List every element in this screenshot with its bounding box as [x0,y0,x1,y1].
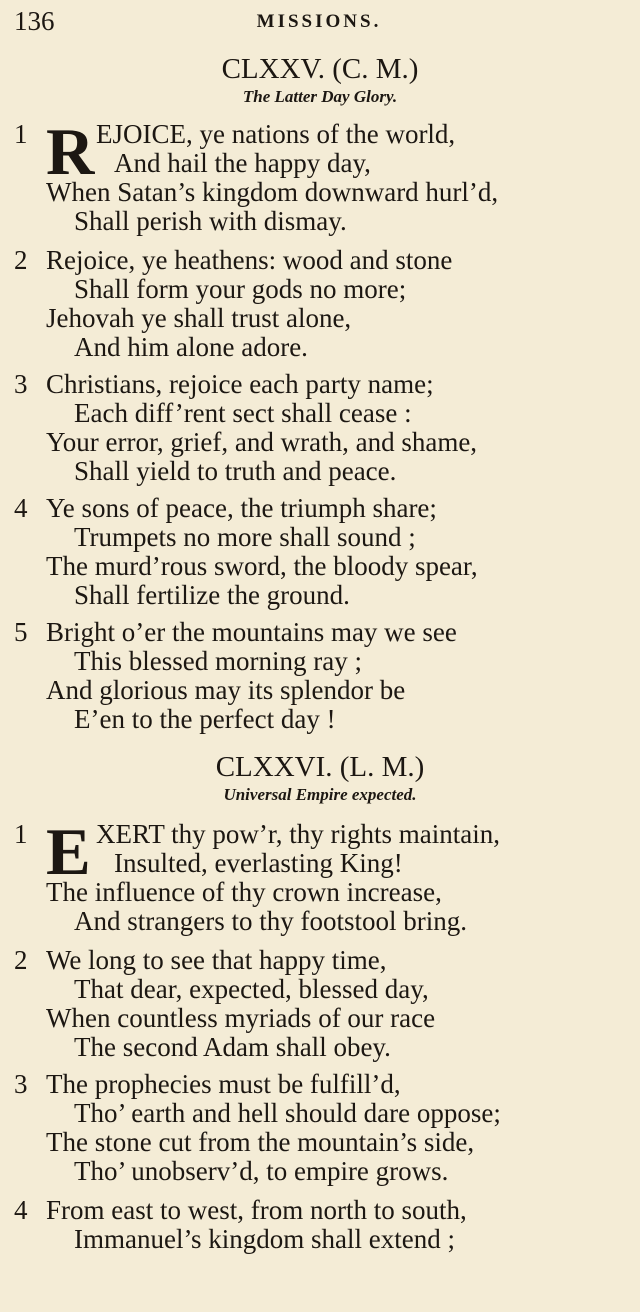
verse-line: And hail the happy day, [114,148,371,178]
stanza [0,494,640,610]
verse-line: When countless myriads of our race [46,1003,436,1033]
verse-number: 1 [14,819,28,849]
verse-line: And him alone adore. [74,332,308,362]
verse-line: And glorious may its splendor be [46,675,406,705]
stanza [0,815,640,936]
stanza [0,946,640,1062]
verse-number: 4 [14,493,28,523]
stanza [0,370,640,486]
verse-number: 4 [14,1195,28,1225]
verse-number: 2 [14,245,28,275]
verse-line: This blessed morning ray ; [74,646,362,676]
verse-line: Immanuel’s kingdom shall extend ; [74,1224,455,1254]
verse-line: From east to west, from north to south, [46,1195,467,1225]
verse-line: Shall fertilize the ground. [74,580,350,610]
verse-line: Shall yield to truth and peace. [74,456,397,486]
verse-line: EJOICE, ye nations of the world, [96,119,456,149]
verse-line: That dear, expected, blessed day, [74,974,429,1004]
hymn-subtitle: The Latter Day Glory. [242,87,398,106]
verse-line: Each diff’rent sect shall cease : [74,398,412,428]
verse-line: The prophecies must be fulfill’d, [46,1069,401,1099]
page-number: 136 [14,6,55,36]
verse-number: 1 [14,119,28,149]
verse-line: Tho’ earth and hell should dare oppose; [74,1098,501,1128]
hymn-number: CLXXV. (C. M.) [221,53,419,85]
verse-line: Shall form your gods no more; [74,274,407,304]
verse-line: The influence of thy crown increase, [46,877,442,907]
stanza [0,1070,640,1186]
verse-line: The second Adam shall obey. [74,1032,391,1062]
verse-number: 3 [14,1069,28,1099]
stanza [0,618,640,734]
verse-number: 5 [14,617,28,647]
hymn-subtitle: Universal Empire expected. [223,785,417,804]
verse-line: Trumpets no more shall sound ; [74,522,416,552]
running-head [14,4,624,38]
verse-line: And strangers to thy footstool bring. [74,906,467,936]
verse-line: Rejoice, ye heathens: wood and stone [46,245,453,275]
verse-line: Christians, rejoice each party name; [46,369,434,399]
stanza [0,115,640,236]
verse-line: Shall perish with dismay. [74,206,347,236]
verse-line: The stone cut from the mountain’s side, [46,1127,475,1157]
stanza [0,246,640,362]
verse-line: E’en to the perfect day ! [74,704,336,734]
verse-line: When Satan’s kingdom downward hurl’d, [46,177,499,207]
hymn-heading [0,750,640,806]
verse-number: 3 [14,369,28,399]
verse-number: 2 [14,945,28,975]
running-title: MISSIONS. [256,11,382,32]
verse-line: Insulted, everlasting King! [114,848,403,878]
stanza [0,1196,640,1254]
drop-cap: R [46,115,95,189]
verse-line: Your error, grief, and wrath, and shame, [46,427,478,457]
verse-line: The murd’rous sword, the bloody spear, [46,551,478,581]
verse-line: Bright o’er the mountains may we see [46,617,457,647]
drop-cap: E [46,815,91,889]
verse-line: Tho’ unobserv’d, to empire grows. [74,1156,449,1186]
verse-line: XERT thy pow’r, thy rights maintain, [96,819,501,849]
verse-line: Jehovah ye shall trust alone, [46,303,352,333]
verse-line: Ye sons of peace, the triumph share; [46,493,437,523]
hymn-heading [0,52,640,108]
hymn-number: CLXXVI. (L. M.) [215,751,425,783]
verse-line: We long to see that happy time, [46,945,387,975]
